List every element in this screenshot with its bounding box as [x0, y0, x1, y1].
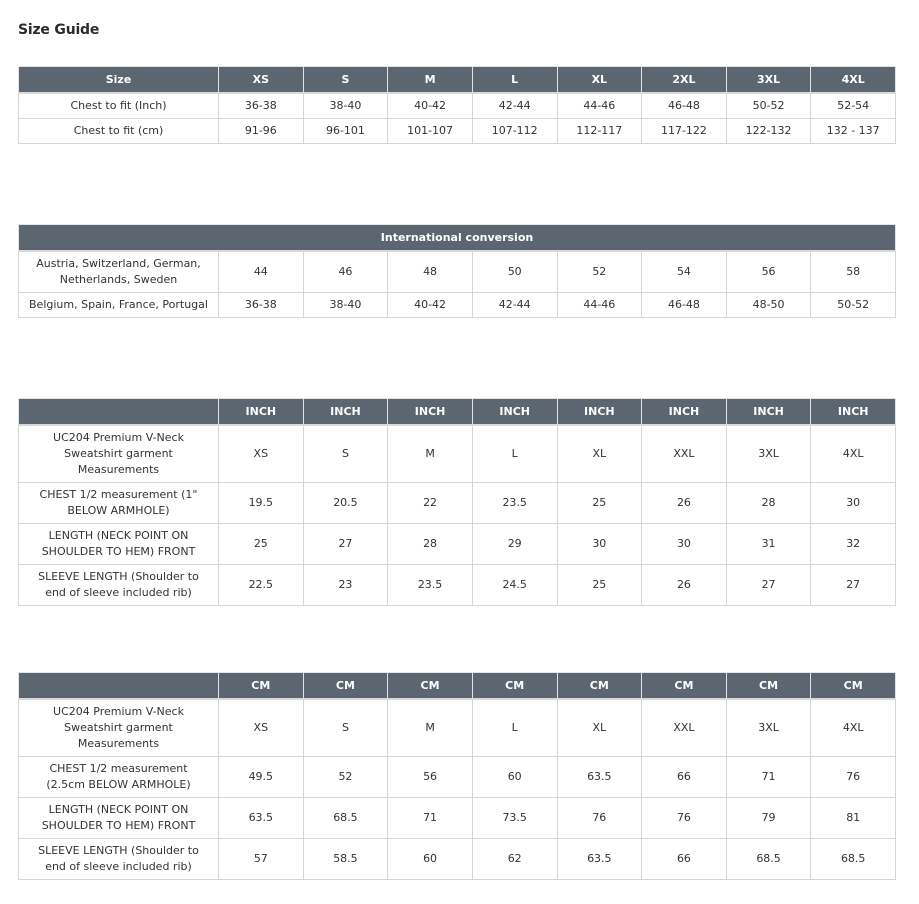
table-cell: 81 [811, 798, 896, 839]
table-cell: M [388, 699, 473, 757]
table-cell: 44-46 [557, 93, 642, 119]
table-cell: 26 [642, 483, 727, 524]
column-header: XL [557, 67, 642, 94]
table-cell: 52 [303, 757, 388, 798]
table-cell: 27 [726, 565, 811, 606]
row-label: UC204 Premium V-Neck Sweatshirt garment Measurements [19, 699, 219, 757]
table-cell: 49.5 [219, 757, 304, 798]
table-cell: 3XL [726, 425, 811, 483]
table-cell: XS [219, 425, 304, 483]
column-header: CM [303, 673, 388, 700]
table-cell: 32 [811, 524, 896, 565]
table-cell: 52-54 [811, 93, 896, 119]
column-header: CM [219, 673, 304, 700]
table-cell: S [303, 699, 388, 757]
table-cell: 30 [811, 483, 896, 524]
table-cell: 40-42 [388, 93, 473, 119]
table-cell: 76 [557, 798, 642, 839]
table-cell: 3XL [726, 699, 811, 757]
column-header: M [388, 67, 473, 94]
page-title: Size Guide [18, 22, 100, 38]
column-header: CM [388, 673, 473, 700]
table-cell: 56 [726, 251, 811, 293]
table-cell: L [472, 425, 557, 483]
row-label: CHEST 1/2 measurement (1" BELOW ARMHOLE) [19, 483, 219, 524]
table-cell: 42-44 [472, 293, 557, 318]
table-cell: 27 [303, 524, 388, 565]
table-cell: 76 [811, 757, 896, 798]
row-label: SLEEVE LENGTH (Shoulder to end of sleeve included rib) [19, 839, 219, 880]
table-cell: 30 [642, 524, 727, 565]
table-cell: 68.5 [303, 798, 388, 839]
table-cell: 117-122 [642, 119, 727, 144]
column-header: CM [472, 673, 557, 700]
table-cell: 22 [388, 483, 473, 524]
inch-measurements-table [18, 398, 896, 606]
table-cell: 63.5 [557, 839, 642, 880]
table-cell: 38-40 [303, 93, 388, 119]
column-header: Size [19, 67, 219, 94]
table-cell: 73.5 [472, 798, 557, 839]
table-cell: 71 [726, 757, 811, 798]
table-cell: XS [219, 699, 304, 757]
column-header: INCH [388, 399, 473, 426]
table-cell: 28 [726, 483, 811, 524]
table-cell: 132 - 137 [811, 119, 896, 144]
table-cell: L [472, 699, 557, 757]
table-cell: 25 [219, 524, 304, 565]
table-cell: S [303, 425, 388, 483]
row-label: UC204 Premium V-Neck Sweatshirt garment Measurements [19, 425, 219, 483]
column-header: XS [219, 67, 304, 94]
table-cell: 54 [642, 251, 727, 293]
table-cell: 30 [557, 524, 642, 565]
table-cell: 20.5 [303, 483, 388, 524]
table-row [19, 565, 896, 606]
table-cell: 60 [388, 839, 473, 880]
table-cell: 19.5 [219, 483, 304, 524]
table-cell: 42-44 [472, 93, 557, 119]
table-cell: XXL [642, 425, 727, 483]
table-cell: 27 [811, 565, 896, 606]
table-header-row [19, 673, 896, 700]
table-cell: 23.5 [472, 483, 557, 524]
table-row [19, 483, 896, 524]
conversion-header: International conversion [19, 225, 896, 252]
table-cell: 122-132 [726, 119, 811, 144]
table-cell: 26 [642, 565, 727, 606]
table-cell: 28 [388, 524, 473, 565]
column-header: INCH [557, 399, 642, 426]
column-header: INCH [811, 399, 896, 426]
column-header: INCH [303, 399, 388, 426]
table-cell: 46-48 [642, 293, 727, 318]
table-cell: 50-52 [726, 93, 811, 119]
table-cell: 23 [303, 565, 388, 606]
column-header: INCH [219, 399, 304, 426]
row-label: Chest to fit (Inch) [19, 93, 219, 119]
row-label: SLEEVE LENGTH (Shoulder to end of sleeve included rib) [19, 565, 219, 606]
table-cell: 63.5 [557, 757, 642, 798]
table-cell: 46-48 [642, 93, 727, 119]
table-row [19, 757, 896, 798]
column-header: INCH [642, 399, 727, 426]
table-cell: 46 [303, 251, 388, 293]
column-header: S [303, 67, 388, 94]
table-cell: 101-107 [388, 119, 473, 144]
size-table [18, 66, 896, 144]
table-cell: 96-101 [303, 119, 388, 144]
table-row [19, 798, 896, 839]
column-header: L [472, 67, 557, 94]
table-cell: M [388, 425, 473, 483]
table-cell: 36-38 [219, 293, 304, 318]
table-cell: 66 [642, 839, 727, 880]
table-cell: 23.5 [388, 565, 473, 606]
table-cell: 29 [472, 524, 557, 565]
table-row [19, 119, 896, 144]
table-cell: 40-42 [388, 293, 473, 318]
table-cell: 68.5 [726, 839, 811, 880]
table-row [19, 251, 896, 293]
table-cell: 36-38 [219, 93, 304, 119]
table-row [19, 524, 896, 565]
column-header: 2XL [642, 67, 727, 94]
column-header [19, 399, 219, 426]
table-cell: 56 [388, 757, 473, 798]
column-header: 4XL [811, 67, 896, 94]
table-cell: 71 [388, 798, 473, 839]
row-label: Chest to fit (cm) [19, 119, 219, 144]
table-row [19, 699, 896, 757]
table-cell: 50 [472, 251, 557, 293]
table-header-row [19, 399, 896, 426]
table-cell: 4XL [811, 425, 896, 483]
table-cell: 63.5 [219, 798, 304, 839]
table-cell: 62 [472, 839, 557, 880]
column-header: CM [642, 673, 727, 700]
international-conversion-table [18, 224, 896, 318]
table-cell: 50-52 [811, 293, 896, 318]
table-cell: 112-117 [557, 119, 642, 144]
cm-measurements-table [18, 672, 896, 880]
row-label: LENGTH (NECK POINT ON SHOULDER TO HEM) FRONT [19, 798, 219, 839]
row-label: CHEST 1/2 measurement (2.5cm BELOW ARMHOLE) [19, 757, 219, 798]
table-cell: 76 [642, 798, 727, 839]
table-header-row [19, 225, 896, 252]
row-label: LENGTH (NECK POINT ON SHOULDER TO HEM) FRONT [19, 524, 219, 565]
table-cell: 91-96 [219, 119, 304, 144]
table-cell: 66 [642, 757, 727, 798]
table-cell: 52 [557, 251, 642, 293]
table-cell: 25 [557, 483, 642, 524]
table-cell: 44 [219, 251, 304, 293]
column-header: INCH [726, 399, 811, 426]
table-cell: 4XL [811, 699, 896, 757]
table-cell: XL [557, 699, 642, 757]
table-cell: 25 [557, 565, 642, 606]
table-cell: 60 [472, 757, 557, 798]
table-cell: XL [557, 425, 642, 483]
table-cell: 31 [726, 524, 811, 565]
table-cell: 24.5 [472, 565, 557, 606]
table-cell: 57 [219, 839, 304, 880]
table-row [19, 293, 896, 318]
table-row [19, 93, 896, 119]
row-label: Belgium, Spain, France, Portugal [19, 293, 219, 318]
column-header: CM [726, 673, 811, 700]
table-cell: 48-50 [726, 293, 811, 318]
table-header-row [19, 67, 896, 94]
table-cell: 107-112 [472, 119, 557, 144]
table-cell: 58.5 [303, 839, 388, 880]
column-header: 3XL [726, 67, 811, 94]
table-cell: 48 [388, 251, 473, 293]
table-row [19, 425, 896, 483]
table-cell: 38-40 [303, 293, 388, 318]
column-header: INCH [472, 399, 557, 426]
table-row [19, 839, 896, 880]
table-cell: 79 [726, 798, 811, 839]
table-cell: 44-46 [557, 293, 642, 318]
column-header [19, 673, 219, 700]
table-cell: 22.5 [219, 565, 304, 606]
column-header: CM [557, 673, 642, 700]
column-header: CM [811, 673, 896, 700]
row-label: Austria, Switzerland, German, Netherlands, Sweden [19, 251, 219, 293]
table-cell: 68.5 [811, 839, 896, 880]
table-cell: XXL [642, 699, 727, 757]
table-cell: 58 [811, 251, 896, 293]
